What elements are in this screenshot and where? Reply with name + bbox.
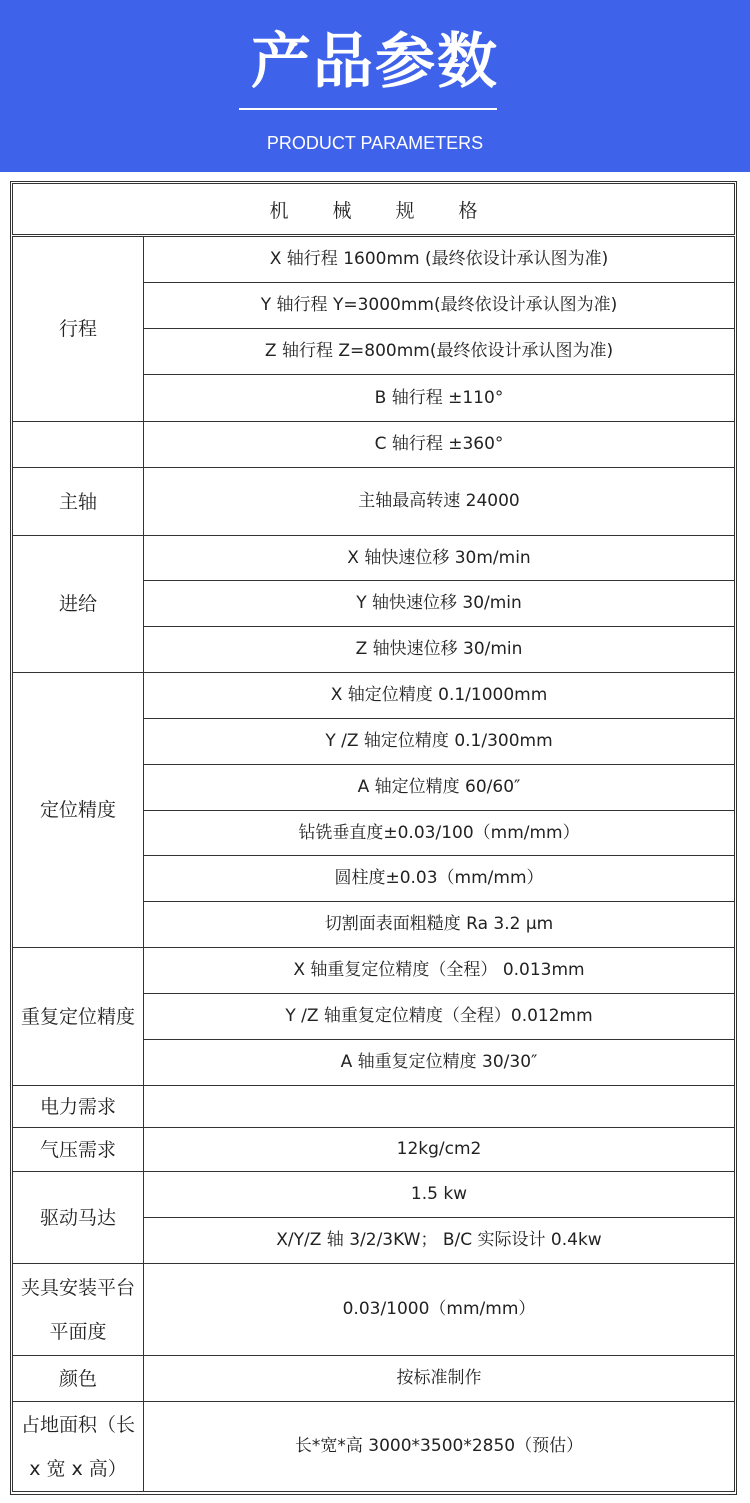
header-char: 械 xyxy=(332,199,352,222)
row-label: 气压需求 xyxy=(12,1127,144,1172)
row-value: Y /Z 轴重复定位精度（全程）0.012mm xyxy=(143,993,735,1040)
row-value: Y 轴快速位移 30/min xyxy=(143,580,735,627)
row-value: 主轴最高转速 24000 xyxy=(143,467,735,536)
row-label: 重复定位精度 xyxy=(12,947,144,1086)
header-char: 格 xyxy=(458,199,478,222)
title-underline xyxy=(239,108,497,110)
row-label: 占地面积（长 x 宽 x 高） xyxy=(12,1401,144,1492)
row-value: X 轴快速位移 30m/min xyxy=(143,535,735,581)
row-label xyxy=(12,421,144,468)
row-value: X/Y/Z 轴 3/2/3KW； B/C 实际设计 0.4kw xyxy=(143,1217,735,1264)
row-value: 12kg/cm2 xyxy=(143,1127,735,1172)
row-value: X 轴定位精度 0.1/1000mm xyxy=(143,672,735,719)
page-title: 产品参数 xyxy=(251,27,499,97)
row-value: Y /Z 轴定位精度 0.1/300mm xyxy=(143,718,735,765)
row-value: B 轴行程 ±110° xyxy=(143,374,735,422)
row-label: 驱动马达 xyxy=(12,1171,144,1264)
header-banner xyxy=(0,0,750,172)
row-label: 夹具安装平台 平面度 xyxy=(12,1263,144,1356)
spec-table-header xyxy=(12,183,735,235)
row-value: Y 轴行程 Y=3000mm(最终依设计承认图为准) xyxy=(143,282,735,329)
row-value: A 轴定位精度 60/60″ xyxy=(143,764,735,811)
row-value: X 轴重复定位精度（全程） 0.013mm xyxy=(143,947,735,994)
row-value: Z 轴快速位移 30/min xyxy=(143,626,735,673)
page-subtitle: PRODUCT PARAMETERS xyxy=(266,133,484,153)
row-label: 主轴 xyxy=(12,467,144,536)
header-char: 机 xyxy=(269,199,289,222)
row-value xyxy=(143,1085,735,1128)
row-value: 按标准制作 xyxy=(143,1355,735,1402)
row-value: 钻铣垂直度±0.03/100（mm/mm） xyxy=(143,810,735,856)
row-value: 切割面表面粗糙度 Ra 3.2 μm xyxy=(143,901,735,948)
row-value: 长*宽*高 3000*3500*2850（预估） xyxy=(143,1401,735,1492)
header-char: 规 xyxy=(395,199,415,222)
row-label: 定位精度 xyxy=(12,672,144,948)
row-value: Z 轴行程 Z=800mm(最终依设计承认图为准) xyxy=(143,328,735,375)
row-label: 进给 xyxy=(12,535,144,673)
row-value: 圆柱度±0.03（mm/mm） xyxy=(143,855,735,902)
row-value: 0.03/1000（mm/mm） xyxy=(143,1263,735,1356)
row-value: X 轴行程 1600mm (最终依设计承认图为准) xyxy=(143,236,735,283)
row-value: A 轴重复定位精度 30/30″ xyxy=(143,1039,735,1086)
row-label: 行程 xyxy=(12,236,144,422)
row-label: 颜色 xyxy=(12,1355,144,1402)
row-label: 电力需求 xyxy=(12,1085,144,1128)
row-value: C 轴行程 ±360° xyxy=(143,421,735,468)
row-value: 1.5 kw xyxy=(143,1171,735,1218)
